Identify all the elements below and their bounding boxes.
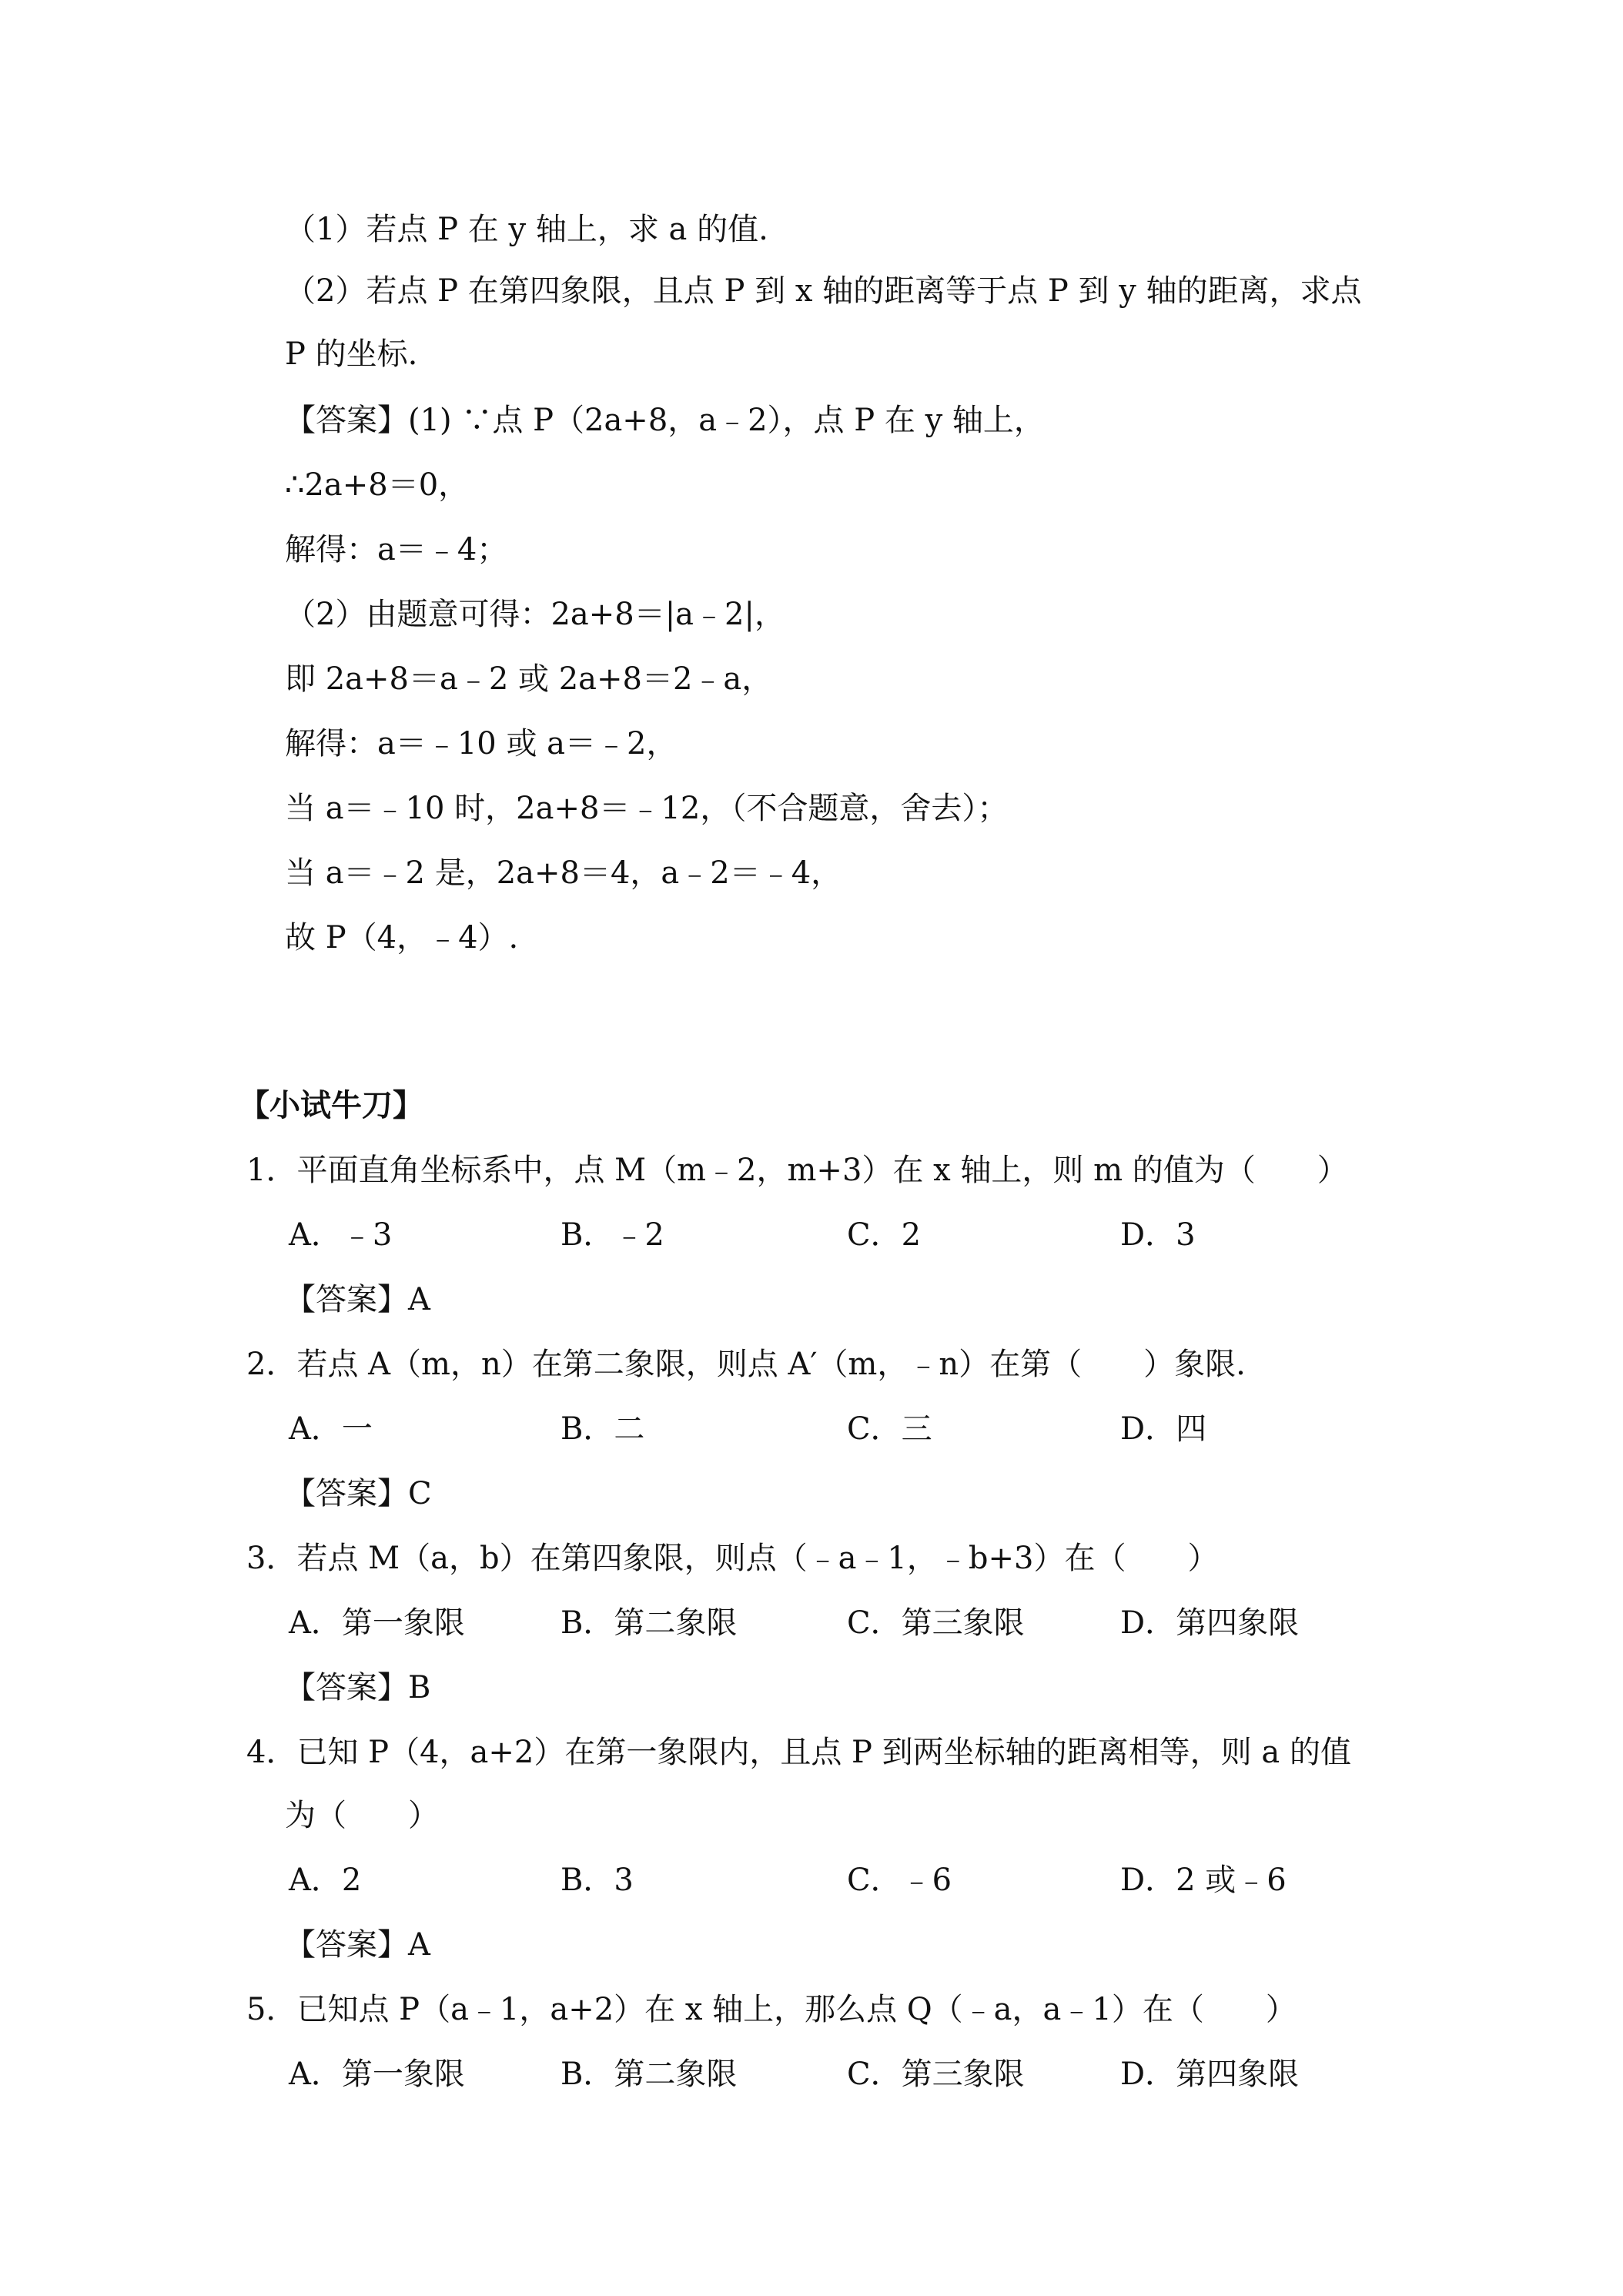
option-c: C．第三象限: [847, 2057, 1025, 2092]
option-b: B．3: [561, 1863, 634, 1898]
option-b: B．第二象限: [561, 1605, 738, 1641]
option-b: B．二: [561, 1411, 645, 1447]
question-stem: 2．若点 A（m，n）在第二象限，则点 A′（m，﹣n）在第（ ）象限.: [246, 1347, 1246, 1382]
option-c: C．三: [847, 1411, 932, 1447]
option-d: D．第四象限: [1120, 2057, 1300, 2092]
question-stem: 5．已知点 P（a﹣1，a+2）在 x 轴上，那么点 Q（﹣a，a﹣1）在（ ）: [246, 1992, 1297, 2027]
option-c: C．﹣6: [847, 1863, 952, 1898]
option-b: B．﹣2: [561, 1217, 664, 1253]
answer-line: 解得：a＝﹣4；: [285, 532, 508, 567]
option-d: D．第四象限: [1120, 1605, 1300, 1641]
option-d: D．四: [1120, 1411, 1207, 1447]
option-c: C．2: [847, 1217, 922, 1253]
answer-line: ∴2a+8＝0，: [285, 467, 470, 503]
option-b: B．第二象限: [561, 2057, 738, 2092]
option-c: C．第三象限: [847, 1605, 1025, 1641]
answer-line: 故 P（4，﹣4）.: [285, 920, 519, 956]
answer-line: 当 a＝﹣2 是，2a+8＝4，a﹣2＝﹣4，: [285, 855, 842, 891]
answer-line: 【答案】(1) ∵点 P（2a+8，a﹣2），点 P 在 y 轴上，: [285, 403, 1045, 438]
sub-question-2: （2）若点 P 在第四象限，且点 P 到 x 轴的距离等于点 P 到 y 轴的距离，求点: [285, 273, 1362, 309]
question-stem-cont: 为（ ）: [285, 1798, 439, 1833]
question-answer: 【答案】A: [285, 1282, 430, 1317]
option-a: A．2: [289, 1863, 362, 1898]
question-stem: 1．平面直角坐标系中，点 M（m﹣2，m+3）在 x 轴上，则 m 的值为（ ）: [246, 1153, 1348, 1188]
answer-line: （2）由题意可得：2a+8＝|a﹣2|，: [285, 597, 785, 632]
option-d: D．2 或﹣6: [1120, 1863, 1287, 1898]
option-a: A．第一象限: [289, 2057, 465, 2092]
option-a: A．﹣3: [289, 1217, 393, 1253]
answer-line: 当 a＝﹣10 时，2a+8＝﹣12，（不合题意，舍去）；: [285, 791, 1009, 826]
answer-line: 即 2a+8＝a﹣2 或 2a+8＝2﹣a，: [285, 661, 773, 697]
option-a: A．一: [289, 1411, 373, 1447]
sub-question-2-cont: P 的坐标.: [285, 336, 418, 372]
answer-line: 解得：a＝﹣10 或 a＝﹣2，: [285, 726, 678, 761]
question-stem: 3．若点 M（a，b）在第四象限，则点（﹣a﹣1，﹣b+3）在（ ）: [246, 1541, 1219, 1576]
question-stem: 4．已知 P（4，a+2）在第一象限内，且点 P 到两坐标轴的距离相等，则 a 的值: [246, 1735, 1351, 1770]
sub-question-1: （1）若点 P 在 y 轴上，求 a 的值.: [285, 212, 768, 247]
section-title: 【小试牛刀】: [239, 1087, 423, 1123]
question-answer: 【答案】B: [285, 1670, 431, 1705]
option-a: A．第一象限: [289, 1605, 465, 1641]
question-answer: 【答案】A: [285, 1927, 430, 1963]
option-d: D．3: [1120, 1217, 1196, 1253]
question-answer: 【答案】C: [285, 1476, 432, 1511]
